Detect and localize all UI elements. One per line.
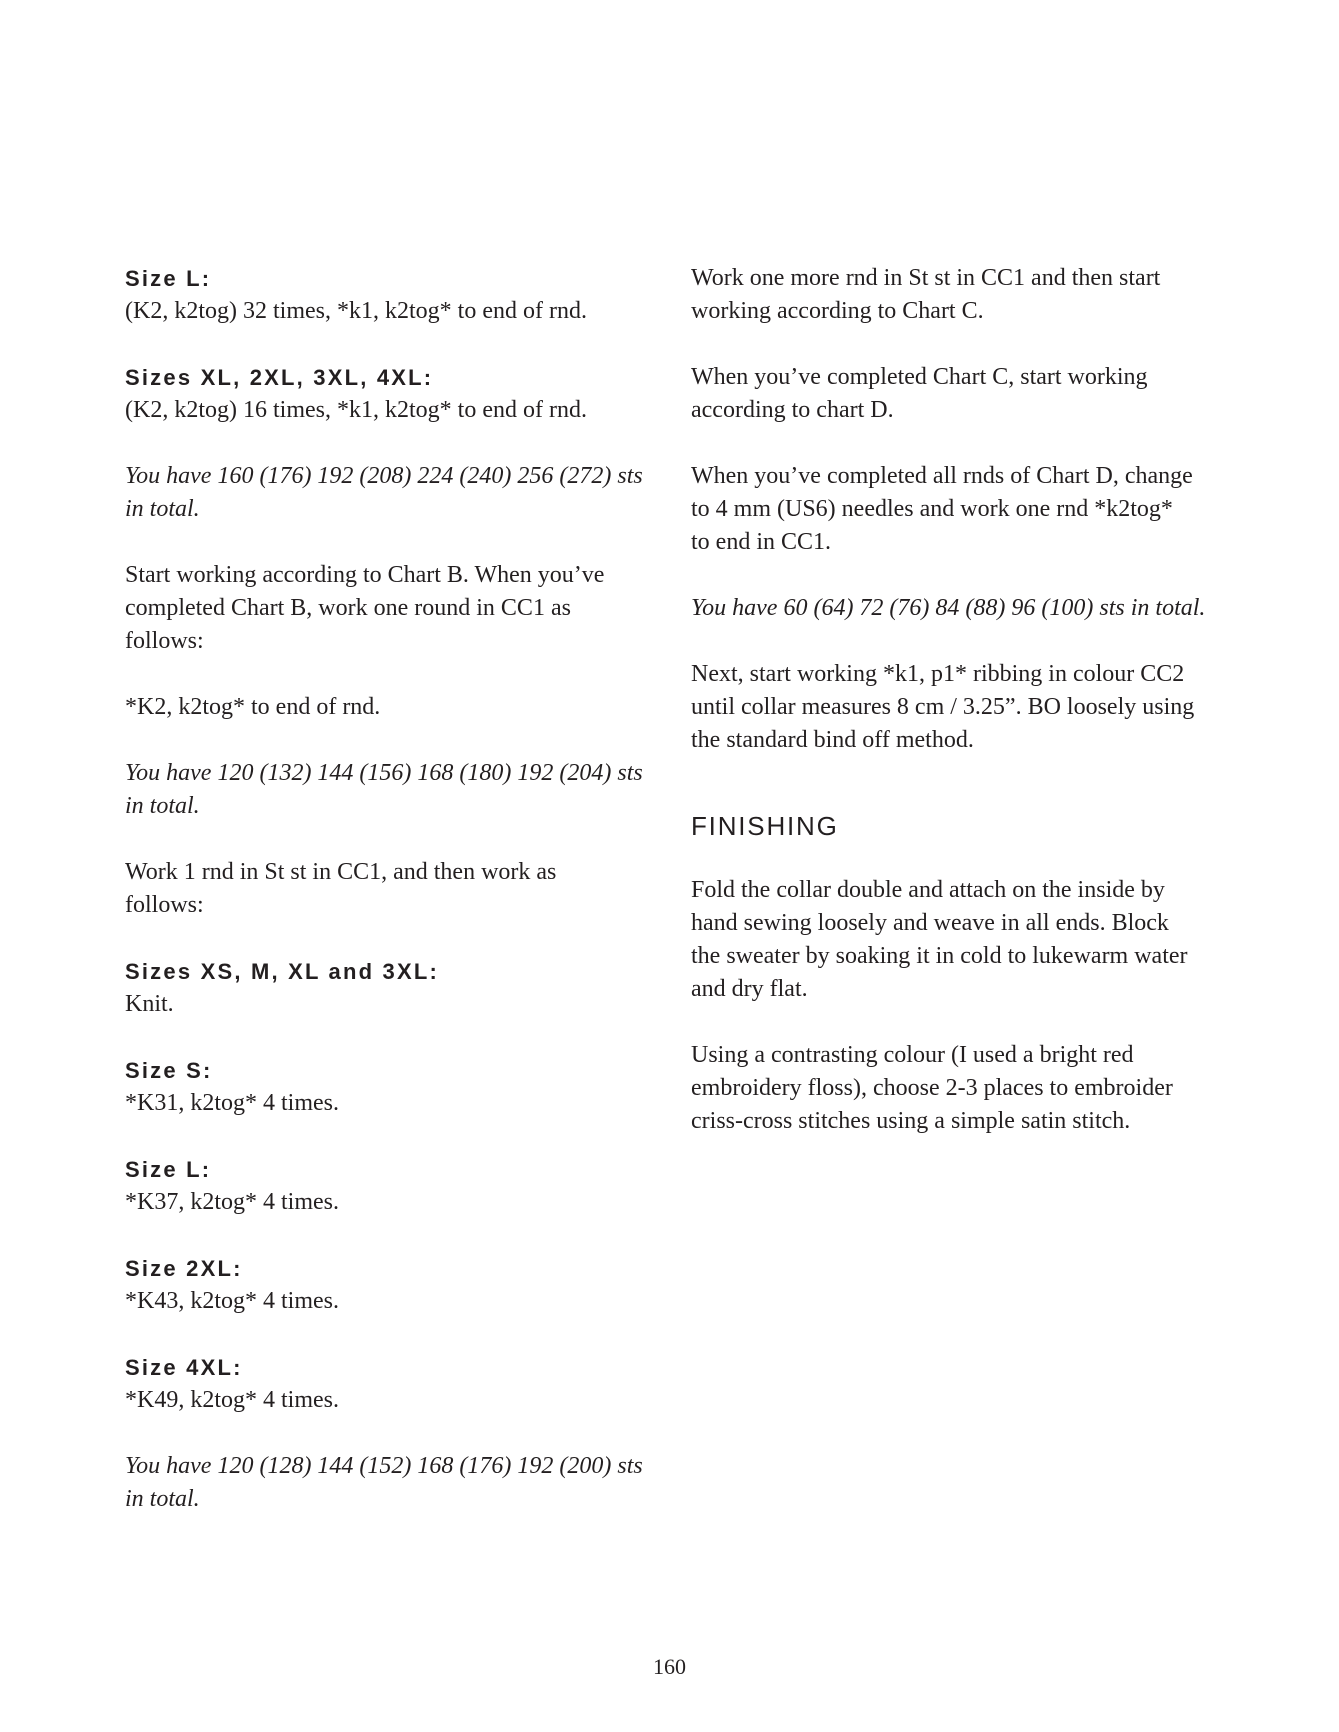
sizes-xs-m-xl-3xl-instruction: Knit. bbox=[125, 991, 174, 1017]
right-column bbox=[691, 262, 1211, 1171]
paragraph-line: follows: bbox=[125, 628, 204, 654]
size-2xl-block bbox=[125, 1252, 665, 1318]
paragraph-line: When you’ve completed all rnds of Chart D, change bbox=[691, 463, 1193, 489]
size-4xl-instruction: *K49, k2tog* 4 times. bbox=[125, 1387, 339, 1413]
paragraph-line: Next, start working *k1, p1* ribbing in colour CC2 bbox=[691, 661, 1185, 687]
paragraph-line: the sweater by soaking it in cold to lukewarm water bbox=[691, 943, 1188, 969]
paragraph-line: working according to Chart C. bbox=[691, 298, 984, 324]
paragraph-line: Work 1 rnd in St st in CC1, and then work as bbox=[125, 859, 557, 885]
paragraph-line: *K2, k2tog* to end of rnd. bbox=[125, 694, 381, 720]
size-s-block bbox=[125, 1054, 665, 1120]
sizes-xl-4xl-heading: Sizes XL, 2XL, 3XL, 4XL: bbox=[125, 365, 434, 390]
paragraph-line: Work one more rnd in St st in CC1 and then start bbox=[691, 265, 1161, 291]
stitch-count-line: You have 60 (64) 72 (76) 84 (88) 96 (100) sts in total. bbox=[691, 595, 1206, 621]
size-l-instruction: (K2, k2tog) 32 times, *k1, k2tog* to end of rnd. bbox=[125, 298, 587, 324]
embroidery-paragraph bbox=[691, 1039, 1211, 1138]
paragraph-line: follows: bbox=[125, 892, 204, 918]
page-number: 160 bbox=[653, 1654, 686, 1679]
paragraph-line: hand sewing loosely and weave in all ends. Block bbox=[691, 910, 1169, 936]
size-l-block-2 bbox=[125, 1153, 665, 1219]
size-l-heading: Size L: bbox=[125, 1157, 212, 1182]
size-4xl-heading: Size 4XL: bbox=[125, 1355, 243, 1380]
size-4xl-block bbox=[125, 1351, 665, 1417]
size-s-heading: Size S: bbox=[125, 1058, 213, 1083]
size-2xl-instruction: *K43, k2tog* 4 times. bbox=[125, 1288, 339, 1314]
cc1-round-paragraph bbox=[125, 856, 665, 922]
size-l-block bbox=[125, 262, 665, 328]
paragraph-line: the standard bind off method. bbox=[691, 727, 974, 753]
stitch-count-note-3 bbox=[125, 1450, 665, 1516]
stitch-count-line: You have 120 (132) 144 (156) 168 (180) 192 (204) sts bbox=[125, 760, 643, 786]
paragraph-line: embroidery floss), choose 2-3 places to embroider bbox=[691, 1075, 1173, 1101]
size-s-instruction: *K31, k2tog* 4 times. bbox=[125, 1090, 339, 1116]
paragraph-line: criss-cross stitches using a simple satin stitch. bbox=[691, 1108, 1131, 1134]
finishing-section-heading bbox=[691, 809, 1211, 843]
stitch-count-note-1 bbox=[125, 460, 665, 526]
finishing-heading: FINISHING bbox=[691, 811, 839, 841]
size-l-heading: Size L: bbox=[125, 266, 212, 291]
paragraph-line: to 4 mm (US6) needles and work one rnd *k2tog* bbox=[691, 496, 1173, 522]
stitch-count-line: in total. bbox=[125, 793, 200, 819]
finishing-paragraph bbox=[691, 874, 1211, 1006]
paragraph-line: Fold the collar double and attach on the inside by bbox=[691, 877, 1165, 903]
stitch-count-line: in total. bbox=[125, 496, 200, 522]
paragraph-line: completed Chart B, work one round in CC1 as bbox=[125, 595, 571, 621]
paragraph-line: to end in CC1. bbox=[691, 529, 832, 555]
stitch-count-note-4 bbox=[691, 592, 1211, 625]
ribbing-paragraph bbox=[691, 658, 1211, 757]
sizes-xs-m-xl-3xl-heading: Sizes XS, M, XL and 3XL: bbox=[125, 959, 440, 984]
chart-c-paragraph bbox=[691, 262, 1211, 328]
paragraph-line: until collar measures 8 cm / 3.25”. BO loosely using bbox=[691, 694, 1195, 720]
stitch-count-line: You have 160 (176) 192 (208) 224 (240) 256 (272) sts bbox=[125, 463, 643, 489]
paragraph-line: Using a contrasting colour (I used a bright red bbox=[691, 1042, 1134, 1068]
stitch-count-line: in total. bbox=[125, 1486, 200, 1512]
paragraph-line: and dry flat. bbox=[691, 976, 808, 1002]
decrease-instruction bbox=[125, 691, 665, 724]
size-l-instruction: *K37, k2tog* 4 times. bbox=[125, 1189, 339, 1215]
paragraph-line: When you’ve completed Chart C, start working bbox=[691, 364, 1148, 390]
chart-b-paragraph bbox=[125, 559, 665, 658]
needle-change-paragraph bbox=[691, 460, 1211, 559]
sizes-xl-4xl-instruction: (K2, k2tog) 16 times, *k1, k2tog* to end of rnd. bbox=[125, 397, 587, 423]
paragraph-line: Start working according to Chart B. When you’ve bbox=[125, 562, 605, 588]
paragraph-line: according to chart D. bbox=[691, 397, 894, 423]
stitch-count-note-2 bbox=[125, 757, 665, 823]
sizes-xs-m-xl-3xl-block bbox=[125, 955, 665, 1021]
left-column bbox=[125, 262, 665, 1549]
chart-d-paragraph bbox=[691, 361, 1211, 427]
sizes-xl-4xl-block bbox=[125, 361, 665, 427]
stitch-count-line: You have 120 (128) 144 (152) 168 (176) 192 (200) sts bbox=[125, 1453, 643, 1479]
size-2xl-heading: Size 2XL: bbox=[125, 1256, 243, 1281]
